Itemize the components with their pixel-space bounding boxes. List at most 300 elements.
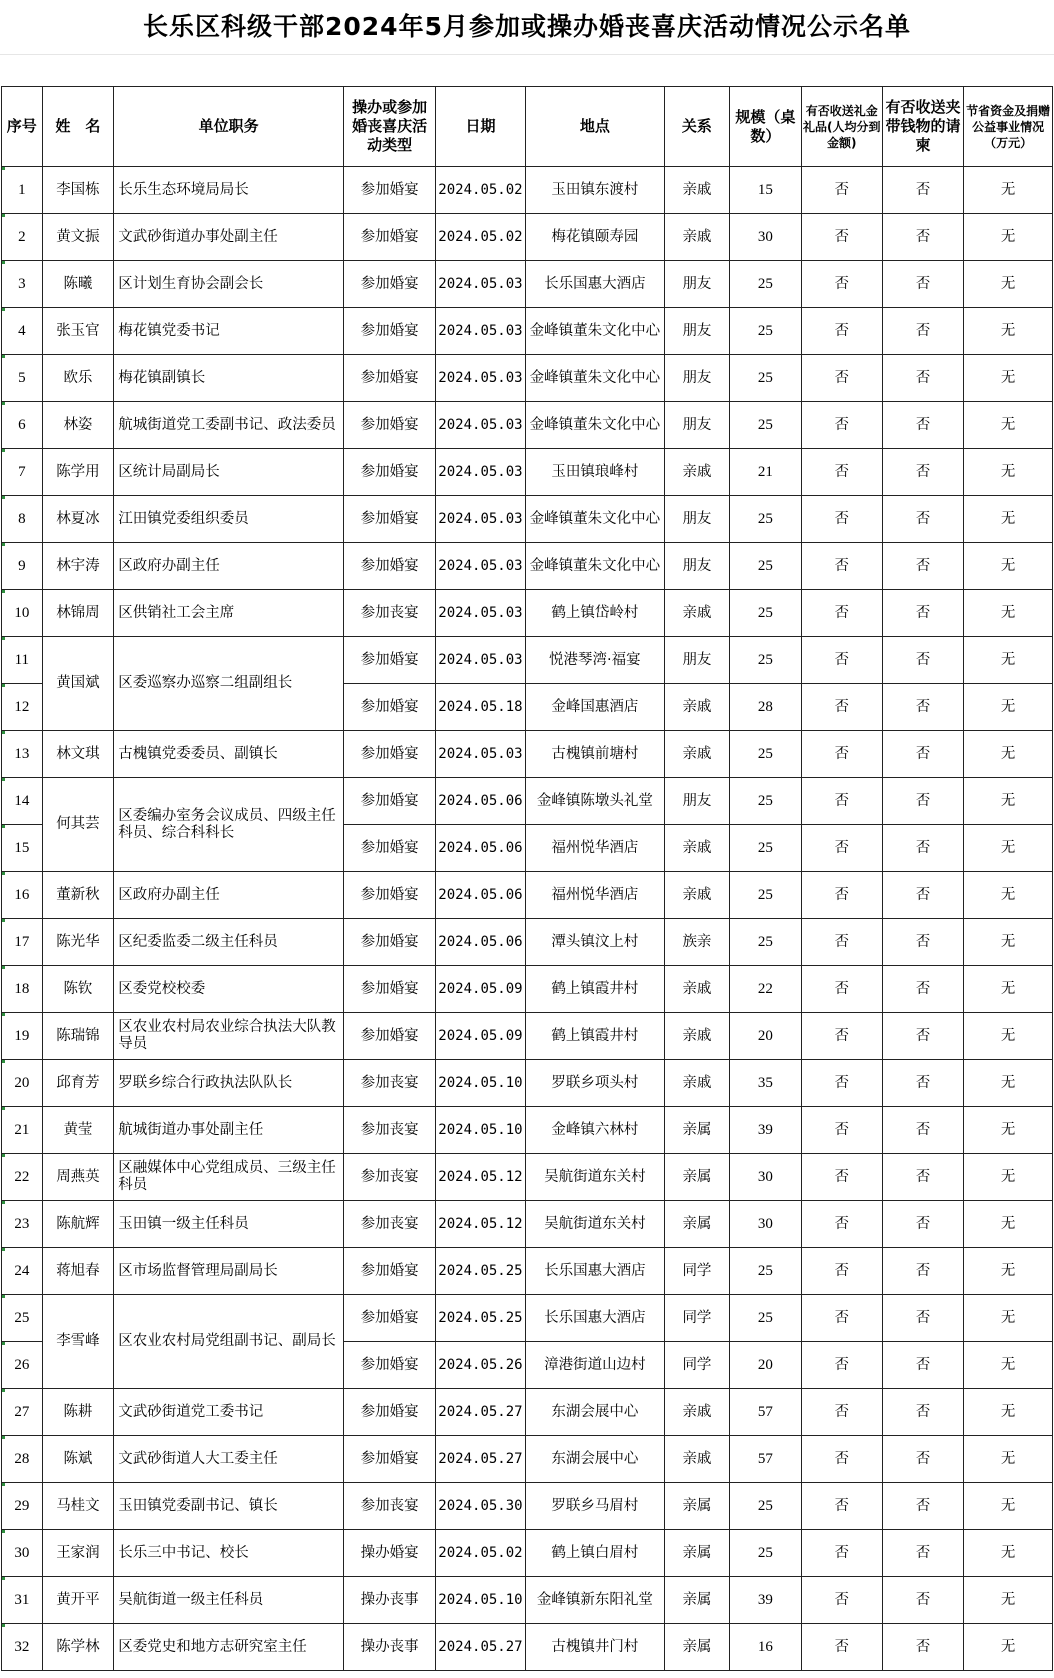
cell-type: 参加婚宴 — [344, 825, 436, 872]
cell-relation: 同学 — [664, 1248, 729, 1295]
cell-gift: 否 — [801, 1436, 882, 1483]
cell-relation: 朋友 — [664, 355, 729, 402]
cell-position: 梅花镇党委书记 — [114, 308, 344, 355]
cell-gift: 否 — [801, 1483, 882, 1530]
cell-type: 参加婚宴 — [344, 308, 436, 355]
cell-place: 金峰镇董朱文化中心 — [525, 543, 664, 590]
cell-date: 2024.05.25 — [436, 1295, 526, 1342]
cell-date: 2024.05.09 — [436, 966, 526, 1013]
cell-position: 吴航街道一级主任科员 — [114, 1577, 344, 1624]
cell-seq: 14 — [2, 778, 43, 825]
cell-name: 陈曦 — [42, 261, 114, 308]
cell-date: 2024.05.10 — [436, 1060, 526, 1107]
cell-request: 否 — [882, 1107, 963, 1154]
cell-position: 长乐生态环境局局长 — [114, 167, 344, 214]
header-row — [2, 87, 1053, 167]
header-date: 日期 — [436, 87, 526, 167]
table-row — [2, 543, 1053, 590]
cell-request: 否 — [882, 214, 963, 261]
header-request: 有否收送夹带钱物的请柬 — [882, 87, 963, 167]
cell-seq: 26 — [2, 1342, 43, 1389]
cell-place: 鹤上镇霞井村 — [525, 1013, 664, 1060]
cell-name: 李雪峰 — [42, 1295, 114, 1389]
cell-type: 参加婚宴 — [344, 355, 436, 402]
cell-position: 江田镇党委组织委员 — [114, 496, 344, 543]
cell-gift: 否 — [801, 590, 882, 637]
cell-seq: 23 — [2, 1201, 43, 1248]
cell-scale: 25 — [730, 543, 802, 590]
cell-place: 罗联乡项头村 — [525, 1060, 664, 1107]
cell-relation: 朋友 — [664, 637, 729, 684]
header-seq: 序号 — [2, 87, 43, 167]
cell-position: 文武砂街道党工委书记 — [114, 1389, 344, 1436]
cell-gift: 否 — [801, 402, 882, 449]
disclosure-table — [1, 86, 1053, 1671]
cell-type: 参加婚宴 — [344, 261, 436, 308]
cell-gift: 否 — [801, 1201, 882, 1248]
cell-request: 否 — [882, 778, 963, 825]
table-row — [2, 1060, 1053, 1107]
cell-gift: 否 — [801, 872, 882, 919]
cell-place: 金峰镇新东阳礼堂 — [525, 1577, 664, 1624]
cell-scale: 25 — [730, 872, 802, 919]
cell-date: 2024.05.02 — [436, 1530, 526, 1577]
cell-date: 2024.05.10 — [436, 1107, 526, 1154]
cell-type: 参加婚宴 — [344, 1248, 436, 1295]
cell-place: 鹤上镇霞井村 — [525, 966, 664, 1013]
cell-name: 黄国斌 — [42, 637, 114, 731]
cell-gift: 否 — [801, 825, 882, 872]
table-row — [2, 496, 1053, 543]
cell-name: 黄文振 — [42, 214, 114, 261]
cell-date: 2024.05.03 — [436, 402, 526, 449]
table-row — [2, 355, 1053, 402]
cell-type: 参加婚宴 — [344, 496, 436, 543]
cell-request: 否 — [882, 261, 963, 308]
cell-gift: 否 — [801, 1342, 882, 1389]
cell-scale: 20 — [730, 1013, 802, 1060]
cell-position: 区委编办室务会议成员、四级主任科员、综合科科长 — [114, 778, 344, 872]
cell-name: 陈学林 — [42, 1624, 114, 1671]
cell-request: 否 — [882, 355, 963, 402]
cell-name: 周燕英 — [42, 1154, 114, 1201]
cell-seq: 24 — [2, 1248, 43, 1295]
cell-seq: 21 — [2, 1107, 43, 1154]
cell-scale: 25 — [730, 496, 802, 543]
cell-relation: 族亲 — [664, 919, 729, 966]
cell-gift: 否 — [801, 637, 882, 684]
cell-donation: 无 — [964, 1483, 1053, 1530]
cell-date: 2024.05.18 — [436, 684, 526, 731]
cell-type: 操办丧事 — [344, 1577, 436, 1624]
cell-type: 参加婚宴 — [344, 1013, 436, 1060]
cell-relation: 亲戚 — [664, 214, 729, 261]
table-row — [2, 261, 1053, 308]
cell-scale: 57 — [730, 1389, 802, 1436]
cell-scale: 25 — [730, 1483, 802, 1530]
cell-donation: 无 — [964, 1060, 1053, 1107]
cell-place: 金峰镇董朱文化中心 — [525, 355, 664, 402]
cell-donation: 无 — [964, 872, 1053, 919]
cell-seq: 4 — [2, 308, 43, 355]
table-row — [2, 1530, 1053, 1577]
cell-date: 2024.05.30 — [436, 1483, 526, 1530]
cell-request: 否 — [882, 402, 963, 449]
cell-position: 区委党史和地方志研究室主任 — [114, 1624, 344, 1671]
cell-place: 金峰国惠酒店 — [525, 684, 664, 731]
cell-gift: 否 — [801, 1060, 882, 1107]
cell-gift: 否 — [801, 1154, 882, 1201]
cell-donation: 无 — [964, 825, 1053, 872]
cell-request: 否 — [882, 1483, 963, 1530]
table-row — [2, 167, 1053, 214]
cell-place: 长乐国惠大酒店 — [525, 261, 664, 308]
cell-gift: 否 — [801, 214, 882, 261]
cell-type: 参加婚宴 — [344, 872, 436, 919]
cell-request: 否 — [882, 1624, 963, 1671]
cell-type: 参加婚宴 — [344, 167, 436, 214]
cell-scale: 25 — [730, 1248, 802, 1295]
cell-request: 否 — [882, 1389, 963, 1436]
cell-seq: 16 — [2, 872, 43, 919]
cell-type: 参加丧宴 — [344, 590, 436, 637]
cell-request: 否 — [882, 966, 963, 1013]
cell-request: 否 — [882, 308, 963, 355]
cell-type: 参加婚宴 — [344, 637, 436, 684]
cell-donation: 无 — [964, 543, 1053, 590]
table-row — [2, 1154, 1053, 1201]
cell-donation: 无 — [964, 684, 1053, 731]
cell-seq: 9 — [2, 543, 43, 590]
cell-date: 2024.05.10 — [436, 1577, 526, 1624]
cell-name: 陈航辉 — [42, 1201, 114, 1248]
cell-place: 吴航街道东关村 — [525, 1201, 664, 1248]
cell-place: 金峰镇董朱文化中心 — [525, 496, 664, 543]
cell-relation: 亲属 — [664, 1107, 729, 1154]
cell-donation: 无 — [964, 449, 1053, 496]
cell-date: 2024.05.25 — [436, 1248, 526, 1295]
cell-type: 参加婚宴 — [344, 449, 436, 496]
cell-donation: 无 — [964, 261, 1053, 308]
cell-request: 否 — [882, 731, 963, 778]
cell-scale: 39 — [730, 1107, 802, 1154]
cell-seq: 28 — [2, 1436, 43, 1483]
cell-place: 鹤上镇岱岭村 — [525, 590, 664, 637]
cell-position: 玉田镇党委副书记、镇长 — [114, 1483, 344, 1530]
cell-relation: 亲属 — [664, 1483, 729, 1530]
table-row — [2, 637, 1053, 684]
cell-scale: 25 — [730, 1295, 802, 1342]
cell-position: 航城街道办事处副主任 — [114, 1107, 344, 1154]
page-title: 长乐区科级干部2024年5月参加或操办婚丧喜庆活动情况公示名单 — [143, 12, 911, 41]
cell-date: 2024.05.06 — [436, 872, 526, 919]
cell-gift: 否 — [801, 1107, 882, 1154]
cell-gift: 否 — [801, 308, 882, 355]
cell-scale: 21 — [730, 449, 802, 496]
cell-date: 2024.05.03 — [436, 261, 526, 308]
cell-scale: 57 — [730, 1436, 802, 1483]
cell-position: 罗联乡综合行政执法队队长 — [114, 1060, 344, 1107]
cell-date: 2024.05.09 — [436, 1013, 526, 1060]
cell-relation: 亲戚 — [664, 1060, 729, 1107]
cell-position: 文武砂街道办事处副主任 — [114, 214, 344, 261]
cell-scale: 25 — [730, 261, 802, 308]
cell-scale: 25 — [730, 731, 802, 778]
cell-position: 区委巡察办巡察二组副组长 — [114, 637, 344, 731]
cell-gift: 否 — [801, 1624, 882, 1671]
cell-donation: 无 — [964, 1013, 1053, 1060]
cell-place: 古槐镇前塘村 — [525, 731, 664, 778]
cell-scale: 15 — [730, 167, 802, 214]
cell-gift: 否 — [801, 1389, 882, 1436]
cell-date: 2024.05.06 — [436, 825, 526, 872]
cell-relation: 亲属 — [664, 1201, 729, 1248]
cell-position: 区委党校校委 — [114, 966, 344, 1013]
cell-scale: 25 — [730, 637, 802, 684]
cell-date: 2024.05.12 — [436, 1201, 526, 1248]
header-name: 姓 名 — [42, 87, 114, 167]
cell-name: 陈学用 — [42, 449, 114, 496]
cell-relation: 亲戚 — [664, 684, 729, 731]
cell-donation: 无 — [964, 1154, 1053, 1201]
table-row — [2, 402, 1053, 449]
cell-position: 区纪委监委二级主任科员 — [114, 919, 344, 966]
cell-seq: 29 — [2, 1483, 43, 1530]
cell-donation: 无 — [964, 1436, 1053, 1483]
cell-position: 区市场监督管理局副局长 — [114, 1248, 344, 1295]
table-row — [2, 731, 1053, 778]
header-type: 操办或参加婚丧喜庆活动类型 — [344, 87, 436, 167]
cell-type: 参加婚宴 — [344, 1389, 436, 1436]
cell-donation: 无 — [964, 1295, 1053, 1342]
cell-seq: 25 — [2, 1295, 43, 1342]
cell-relation: 亲属 — [664, 1530, 729, 1577]
cell-scale: 25 — [730, 1530, 802, 1577]
cell-date: 2024.05.02 — [436, 214, 526, 261]
cell-name: 陈耕 — [42, 1389, 114, 1436]
cell-date: 2024.05.03 — [436, 731, 526, 778]
table-row — [2, 1295, 1053, 1342]
cell-donation: 无 — [964, 355, 1053, 402]
cell-place: 金峰镇六林村 — [525, 1107, 664, 1154]
cell-seq: 31 — [2, 1577, 43, 1624]
cell-request: 否 — [882, 1436, 963, 1483]
cell-donation: 无 — [964, 496, 1053, 543]
table-row — [2, 919, 1053, 966]
cell-relation: 朋友 — [664, 402, 729, 449]
cell-donation: 无 — [964, 1342, 1053, 1389]
cell-gift: 否 — [801, 966, 882, 1013]
cell-relation: 亲戚 — [664, 590, 729, 637]
cell-request: 否 — [882, 543, 963, 590]
cell-scale: 25 — [730, 825, 802, 872]
cell-type: 参加丧宴 — [344, 1154, 436, 1201]
header-scale: 规模（桌数） — [730, 87, 802, 167]
cell-relation: 朋友 — [664, 496, 729, 543]
cell-scale: 16 — [730, 1624, 802, 1671]
cell-donation: 无 — [964, 966, 1053, 1013]
cell-position: 区融媒体中心党组成员、三级主任科员 — [114, 1154, 344, 1201]
cell-type: 参加婚宴 — [344, 1295, 436, 1342]
cell-seq: 17 — [2, 919, 43, 966]
cell-type: 参加婚宴 — [344, 543, 436, 590]
cell-place: 福州悦华酒店 — [525, 825, 664, 872]
table-row — [2, 1436, 1053, 1483]
cell-type: 参加婚宴 — [344, 684, 436, 731]
cell-scale: 28 — [730, 684, 802, 731]
table-row — [2, 590, 1053, 637]
cell-place: 鹤上镇白眉村 — [525, 1530, 664, 1577]
cell-gift: 否 — [801, 1248, 882, 1295]
cell-type: 参加丧宴 — [344, 1201, 436, 1248]
cell-gift: 否 — [801, 261, 882, 308]
cell-relation: 朋友 — [664, 543, 729, 590]
cell-request: 否 — [882, 1530, 963, 1577]
cell-donation: 无 — [964, 778, 1053, 825]
cell-request: 否 — [882, 1577, 963, 1624]
cell-name: 林姿 — [42, 402, 114, 449]
cell-relation: 亲戚 — [664, 1389, 729, 1436]
cell-name: 陈钦 — [42, 966, 114, 1013]
cell-donation: 无 — [964, 402, 1053, 449]
table-row — [2, 1013, 1053, 1060]
cell-relation: 亲戚 — [664, 966, 729, 1013]
cell-donation: 无 — [964, 1624, 1053, 1671]
table-row — [2, 1624, 1053, 1671]
cell-request: 否 — [882, 1201, 963, 1248]
cell-seq: 15 — [2, 825, 43, 872]
cell-type: 参加丧宴 — [344, 1107, 436, 1154]
cell-relation: 同学 — [664, 1295, 729, 1342]
cell-relation: 亲戚 — [664, 167, 729, 214]
cell-name: 王家润 — [42, 1530, 114, 1577]
cell-date: 2024.05.12 — [436, 1154, 526, 1201]
cell-date: 2024.05.06 — [436, 778, 526, 825]
cell-seq: 30 — [2, 1530, 43, 1577]
cell-scale: 20 — [730, 1342, 802, 1389]
cell-place: 漳港街道山边村 — [525, 1342, 664, 1389]
cell-gift: 否 — [801, 731, 882, 778]
header-relation: 关系 — [664, 87, 729, 167]
cell-seq: 20 — [2, 1060, 43, 1107]
cell-name: 黄莹 — [42, 1107, 114, 1154]
cell-name: 陈光华 — [42, 919, 114, 966]
cell-type: 参加丧宴 — [344, 1483, 436, 1530]
cell-gift: 否 — [801, 449, 882, 496]
cell-relation: 朋友 — [664, 308, 729, 355]
cell-name: 林锦周 — [42, 590, 114, 637]
cell-position: 区政府办副主任 — [114, 872, 344, 919]
cell-date: 2024.05.02 — [436, 167, 526, 214]
cell-gift: 否 — [801, 1295, 882, 1342]
cell-request: 否 — [882, 1248, 963, 1295]
cell-seq: 8 — [2, 496, 43, 543]
cell-position: 玉田镇一级主任科员 — [114, 1201, 344, 1248]
cell-place: 金峰镇董朱文化中心 — [525, 402, 664, 449]
cell-scale: 25 — [730, 919, 802, 966]
cell-scale: 30 — [730, 214, 802, 261]
table-row — [2, 1248, 1053, 1295]
table-body — [2, 167, 1053, 1671]
cell-scale: 39 — [730, 1577, 802, 1624]
cell-scale: 35 — [730, 1060, 802, 1107]
cell-type: 参加婚宴 — [344, 402, 436, 449]
cell-scale: 25 — [730, 778, 802, 825]
table-row — [2, 1201, 1053, 1248]
cell-position: 区统计局副局长 — [114, 449, 344, 496]
cell-donation: 无 — [964, 731, 1053, 778]
cell-request: 否 — [882, 1342, 963, 1389]
cell-request: 否 — [882, 1060, 963, 1107]
table-row — [2, 1577, 1053, 1624]
cell-name: 陈瑞锦 — [42, 1013, 114, 1060]
cell-relation: 亲戚 — [664, 449, 729, 496]
cell-request: 否 — [882, 919, 963, 966]
cell-gift: 否 — [801, 543, 882, 590]
cell-place: 金峰镇陈墩头礼堂 — [525, 778, 664, 825]
cell-date: 2024.05.03 — [436, 308, 526, 355]
cell-place: 金峰镇董朱文化中心 — [525, 308, 664, 355]
cell-gift: 否 — [801, 778, 882, 825]
cell-relation: 亲戚 — [664, 1013, 729, 1060]
cell-donation: 无 — [964, 1530, 1053, 1577]
table-row — [2, 1483, 1053, 1530]
table-row — [2, 1389, 1053, 1436]
cell-place: 长乐国惠大酒店 — [525, 1248, 664, 1295]
cell-place: 福州悦华酒店 — [525, 872, 664, 919]
cell-seq: 27 — [2, 1389, 43, 1436]
cell-name: 邱育芳 — [42, 1060, 114, 1107]
cell-type: 参加婚宴 — [344, 731, 436, 778]
cell-scale: 25 — [730, 308, 802, 355]
cell-seq: 13 — [2, 731, 43, 778]
cell-seq: 2 — [2, 214, 43, 261]
cell-gift: 否 — [801, 684, 882, 731]
cell-relation: 朋友 — [664, 778, 729, 825]
cell-place: 悦港琴湾·福宴 — [525, 637, 664, 684]
cell-type: 参加婚宴 — [344, 1436, 436, 1483]
cell-name: 陈斌 — [42, 1436, 114, 1483]
header-gift: 有否收送礼金礼品(人均分到金额) — [801, 87, 882, 167]
cell-place: 东湖会展中心 — [525, 1389, 664, 1436]
cell-gift: 否 — [801, 919, 882, 966]
cell-type: 参加婚宴 — [344, 214, 436, 261]
cell-name: 何其芸 — [42, 778, 114, 872]
cell-relation: 亲戚 — [664, 731, 729, 778]
cell-request: 否 — [882, 590, 963, 637]
cell-gift: 否 — [801, 1577, 882, 1624]
cell-name: 蒋旭春 — [42, 1248, 114, 1295]
cell-type: 参加婚宴 — [344, 778, 436, 825]
cell-donation: 无 — [964, 308, 1053, 355]
cell-date: 2024.05.06 — [436, 919, 526, 966]
cell-name: 欧乐 — [42, 355, 114, 402]
cell-donation: 无 — [964, 590, 1053, 637]
cell-name: 林文琪 — [42, 731, 114, 778]
cell-name: 李国栋 — [42, 167, 114, 214]
cell-gift: 否 — [801, 355, 882, 402]
table-row — [2, 214, 1053, 261]
cell-place: 玉田镇东渡村 — [525, 167, 664, 214]
cell-relation: 亲属 — [664, 1577, 729, 1624]
cell-request: 否 — [882, 1295, 963, 1342]
cell-scale: 25 — [730, 355, 802, 402]
cell-place: 潭头镇汶上村 — [525, 919, 664, 966]
cell-relation: 朋友 — [664, 261, 729, 308]
table-row — [2, 1107, 1053, 1154]
title-spacer — [0, 54, 1054, 87]
cell-position: 长乐三中书记、校长 — [114, 1530, 344, 1577]
